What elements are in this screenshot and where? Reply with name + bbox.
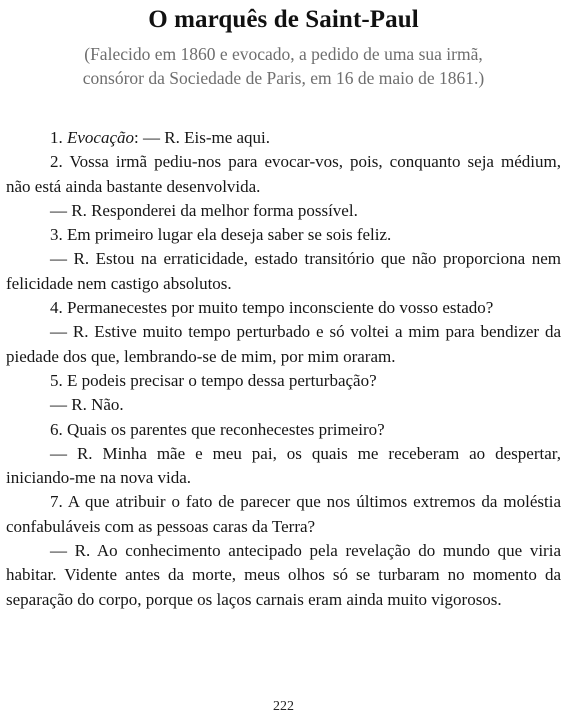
page-title: O marquês de Saint-Paul: [148, 6, 419, 33]
paragraph-text: — R. Estive muito tempo perturbado e só voltei a mim para bendizer da piedade dos que, lembrando-se de mim, por mim oraram.: [6, 322, 561, 366]
paragraph-text: — R. Responderei da melhor forma possível.: [50, 200, 358, 220]
item-label: Evocação: [67, 128, 135, 147]
paragraph-text: Vossa irmã pediu-nos para evocar-vos, pois, conquanto seja médium, não está ainda bastante desenvolvida.: [6, 152, 561, 196]
paragraph-a5: [6, 393, 561, 417]
paragraph-a6: [6, 442, 561, 491]
paragraph-q2: [6, 150, 561, 199]
body-text: [6, 126, 561, 612]
paragraph-q1: [6, 126, 561, 150]
paragraph-q6: [6, 418, 561, 442]
item-number: 5.: [50, 370, 63, 390]
paragraph-text: — R. Minha mãe e meu pai, os quais me receberam ao despertar, iniciando-me na nova vida.: [6, 443, 561, 488]
paragraph-text: — R. Não.: [50, 395, 124, 415]
item-number: 2.: [50, 152, 63, 172]
item-number: 6.: [50, 419, 63, 439]
item-number: 7.: [50, 492, 63, 512]
subtitle-line: consóror da Sociedade de Paris, em 16 de maio de 1861.): [82, 68, 485, 88]
paragraph-q3: [6, 223, 561, 247]
paragraph-a3: [6, 247, 561, 296]
paragraph-text: Permanecestes por muito tempo inconsciente do vosso estado?: [62, 298, 494, 318]
paragraph-q5: [6, 369, 561, 393]
page-subtitle: [20, 42, 547, 90]
paragraph-q7: [6, 490, 561, 539]
paragraph-a2: [6, 199, 561, 223]
page-number: 222: [273, 699, 294, 714]
paragraph-text: E podeis precisar o tempo dessa perturbação?: [62, 370, 377, 390]
paragraph-q4: [6, 296, 561, 320]
paragraph-text: Em primeiro lugar ela deseja saber se sois feliz.: [62, 225, 392, 245]
paragraph-text: — R. Ao conhecimento antecipado pela revelação do mundo que viria habitar. Vidente antes da morte, meus olhos só se turbaram no momento da separação do corpo, porque os laços carnais eram ainda muito vigorosos.: [6, 541, 561, 609]
item-number: 1.: [50, 128, 63, 147]
paragraph-text: Quais os parentes que reconhecestes primeiro?: [62, 419, 385, 439]
item-number: 4.: [50, 298, 63, 318]
paragraph-text: : — R. Eis-me aqui.: [134, 128, 271, 147]
subtitle-line: (Falecido em 1860 e evocado, a pedido de uma sua irmã,: [84, 44, 483, 64]
paragraph-text: — R. Estou na erraticidade, estado transitório que não proporciona nem felicidade nem castigo absolutos.: [6, 249, 561, 293]
paragraph-a4: [6, 320, 561, 369]
paragraph-text: A que atribuir o fato de parecer que nos últimos extremos da moléstia confabuláveis com as pessoas caras da Terra?: [6, 492, 561, 536]
paragraph-a7: [6, 539, 561, 612]
item-number: 3.: [50, 225, 63, 245]
